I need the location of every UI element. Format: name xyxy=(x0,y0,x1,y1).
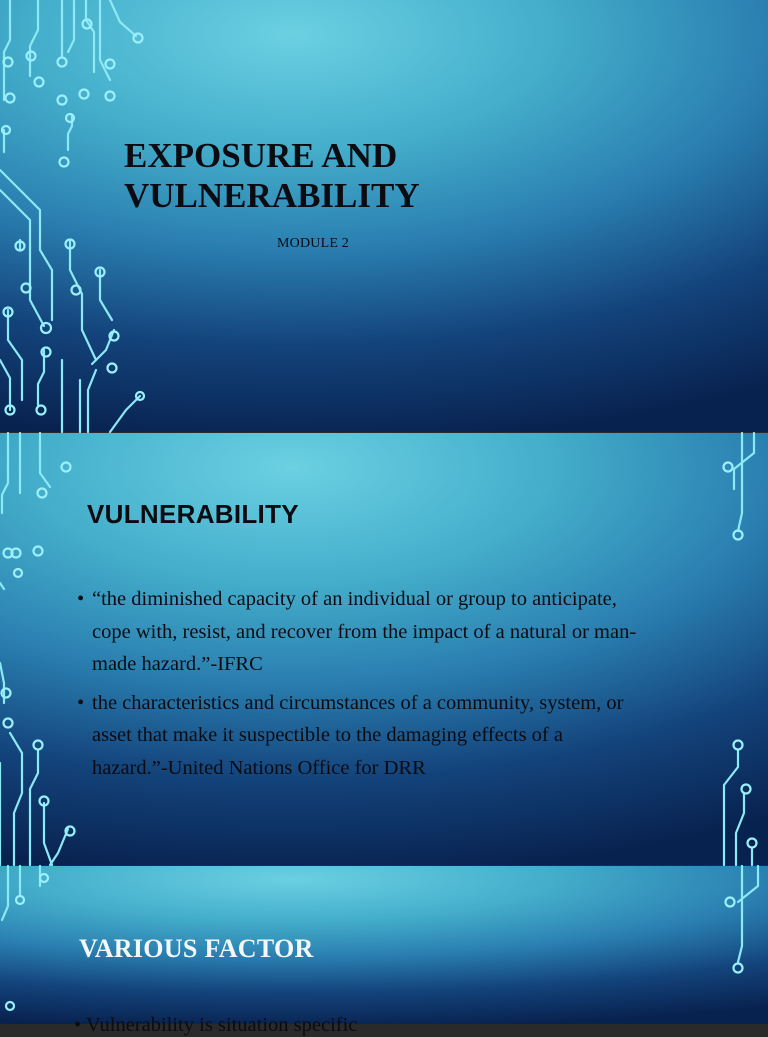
bullet-list xyxy=(74,583,699,790)
bullet-text-line: asset that make it suspectible to the damaging effects of a xyxy=(92,724,563,746)
bullet-text-line: • Vulnerability is situation specific xyxy=(74,1014,358,1036)
slide-title: VARIOUS FACTOR xyxy=(79,934,314,963)
slide-3 xyxy=(0,866,768,1036)
circuit-decoration-left xyxy=(0,0,160,432)
bullet-text-line: cope with, resist, and recover from the impact of a natural or man- xyxy=(92,620,637,643)
bullet-text-line: hazard.”-United Nations Office for DRR xyxy=(92,756,426,779)
slide-title: VULNERABILITY xyxy=(87,499,299,529)
bullet-dot: • xyxy=(77,691,85,714)
bullet-item xyxy=(74,583,699,681)
slide-title-line-2: VULNERABILITY xyxy=(124,176,420,215)
bullet-item xyxy=(74,687,699,785)
bullet-text-line: “the diminished capacity of an individual or group to anticipate, xyxy=(92,588,617,610)
slide-1 xyxy=(0,0,768,432)
circuit-decoration-right xyxy=(708,433,768,865)
circuit-decoration-left xyxy=(0,866,60,1024)
circuit-decoration-right xyxy=(708,866,768,1024)
slide-2 xyxy=(0,433,768,865)
bullet-text-line: made hazard.”-IFRC xyxy=(92,653,263,675)
slide-subtitle: MODULE 2 xyxy=(277,236,349,251)
slide-title xyxy=(124,136,644,216)
bullet-dot: • xyxy=(77,588,85,610)
slide-title-line-1: EXPOSURE AND xyxy=(124,136,398,175)
bullet-text-line: the characteristics and circumstances of a community, system, or xyxy=(92,691,624,714)
